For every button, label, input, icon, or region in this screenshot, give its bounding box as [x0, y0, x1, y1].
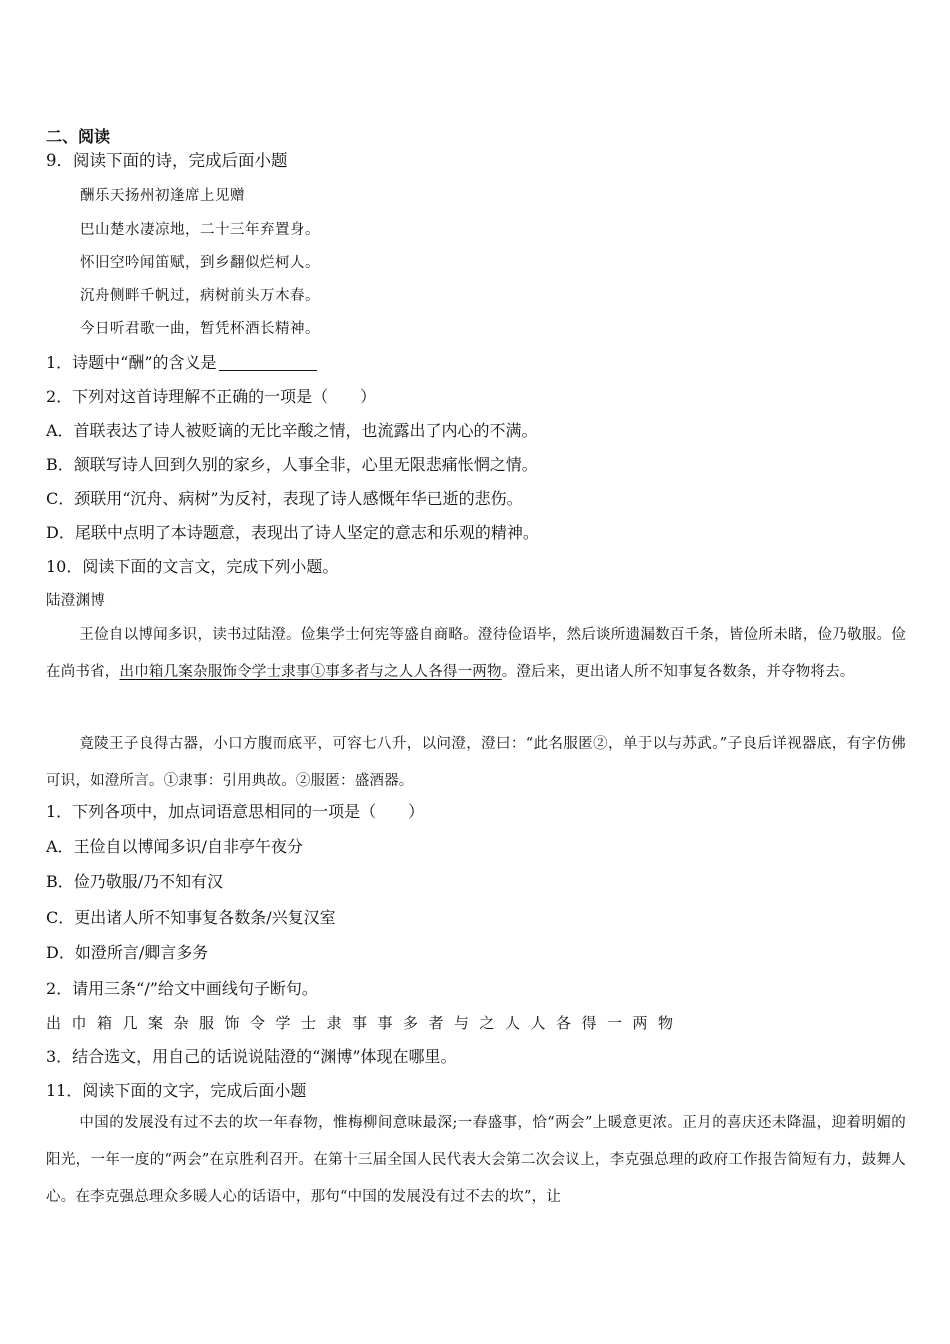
poem-title: 酬乐天扬州初逢席上见赠: [80, 188, 245, 204]
answer-blank[interactable]: [219, 354, 317, 371]
q11-title: 11．阅读下面的文字，完成后面小题: [46, 1081, 307, 1100]
passage-paragraph-2: 竟陵王子良得古器，小口方腹而底平，可容七八升，以问澄，澄曰：“此名服匿②，单于以与苏武。”子良后详视器底，有字仿佛可识，如澄所言。①隶事：引用典故。②服匿：盛酒器。: [46, 736, 906, 789]
poem-line: 怀旧空吟闻笛赋，到乡翻似烂柯人。: [80, 255, 320, 271]
q9-option-d: D．尾联中点明了本诗题意，表现出了诗人坚定的意志和乐观的精神。: [46, 523, 539, 542]
q9-sub1: [46, 353, 317, 373]
poem-line: 今日听君歌一曲，暂凭杯酒长精神。: [80, 321, 320, 337]
q11-paragraph-1: 中国的发展没有过不去的坎一年春物，惟梅柳间意味最深;一春盛事，恰“两会”上暖意更浓。正月的喜庆还未降温，迎着明媚的阳光，一年一度的“两会”在京胜利召开。在第十三届全国人民代表大会第二次会议上，李克强总理的政府工作报告简短有力，鼓舞人心。在李克强总理众多暖人心的话语中，那句“中国的发展没有过不去的坎”，让: [46, 1115, 906, 1205]
q10-option-c: C．更出诸人所不知事复各数条/兴复汉室: [46, 908, 336, 927]
q10-option-b: B．俭乃敬服/乃不知有汉: [46, 872, 224, 891]
passage-text: 王俭自以博闻多识，读书过陆澄。俭集学士何宪等盛自商略。澄待俭语毕，然后谈所遗漏数百千条，皆俭所未睹，俭乃敬服。俭在尚书省，: [46, 627, 906, 680]
q9-sub1-text: 1．诗题中“酬”的含义是: [46, 353, 217, 372]
q10-option-d: D．如澄所言/卿言多务: [46, 943, 209, 962]
passage-paragraph-1: [46, 617, 906, 691]
q9-option-a: A．首联表达了诗人被贬谪的无比辛酸之情，也流露出了内心的不满。: [46, 421, 538, 440]
q10-sub3: 3．结合选文，用自己的话说说陆澄的“渊博”体现在哪里。: [46, 1047, 457, 1066]
q10-sub2: 2．请用三条“/”给文中画线句子断句。: [46, 979, 318, 998]
q10-option-a: A．王俭自以博闻多识/自非亭午夜分: [46, 837, 303, 856]
q9-option-c: C．颈联用“沉舟、病树”为反衬，表现了诗人感慨年华已逝的悲伤。: [46, 489, 523, 508]
q10-title: 10．阅读下面的文言文，完成下列小题。: [46, 557, 339, 576]
underlined-sentence: 出巾箱几案杂服饰令学士隶事①事多者与之人人各得一两物: [119, 664, 502, 680]
q9-sub2: 2．下列对这首诗理解不正确的一项是（ ）: [46, 387, 377, 406]
section-heading: 二、阅读: [46, 127, 111, 146]
q9-title: 9．阅读下面的诗，完成后面小题: [46, 151, 288, 170]
poem-line: 巴山楚水凄凉地，二十三年弃置身。: [80, 222, 320, 238]
q10-sub1: 1．下列各项中，加点词语意思相同的一项是（ ）: [46, 802, 425, 821]
q9-option-b: B．颔联写诗人回到久别的家乡，人事全非，心里无限悲痛怅惘之情。: [46, 455, 538, 474]
q10-sentence: 出巾箱几案杂服饰令学士隶事事多者与之人人各得一两物: [46, 1014, 684, 1032]
poem-line: 沉舟侧畔千帆过，病树前头万木春。: [80, 288, 320, 304]
passage-title: 陆澄渊博: [46, 593, 106, 609]
passage-text: 。澄后来，更出诸人所不知事复各数条，并夺物将去。: [501, 664, 855, 680]
